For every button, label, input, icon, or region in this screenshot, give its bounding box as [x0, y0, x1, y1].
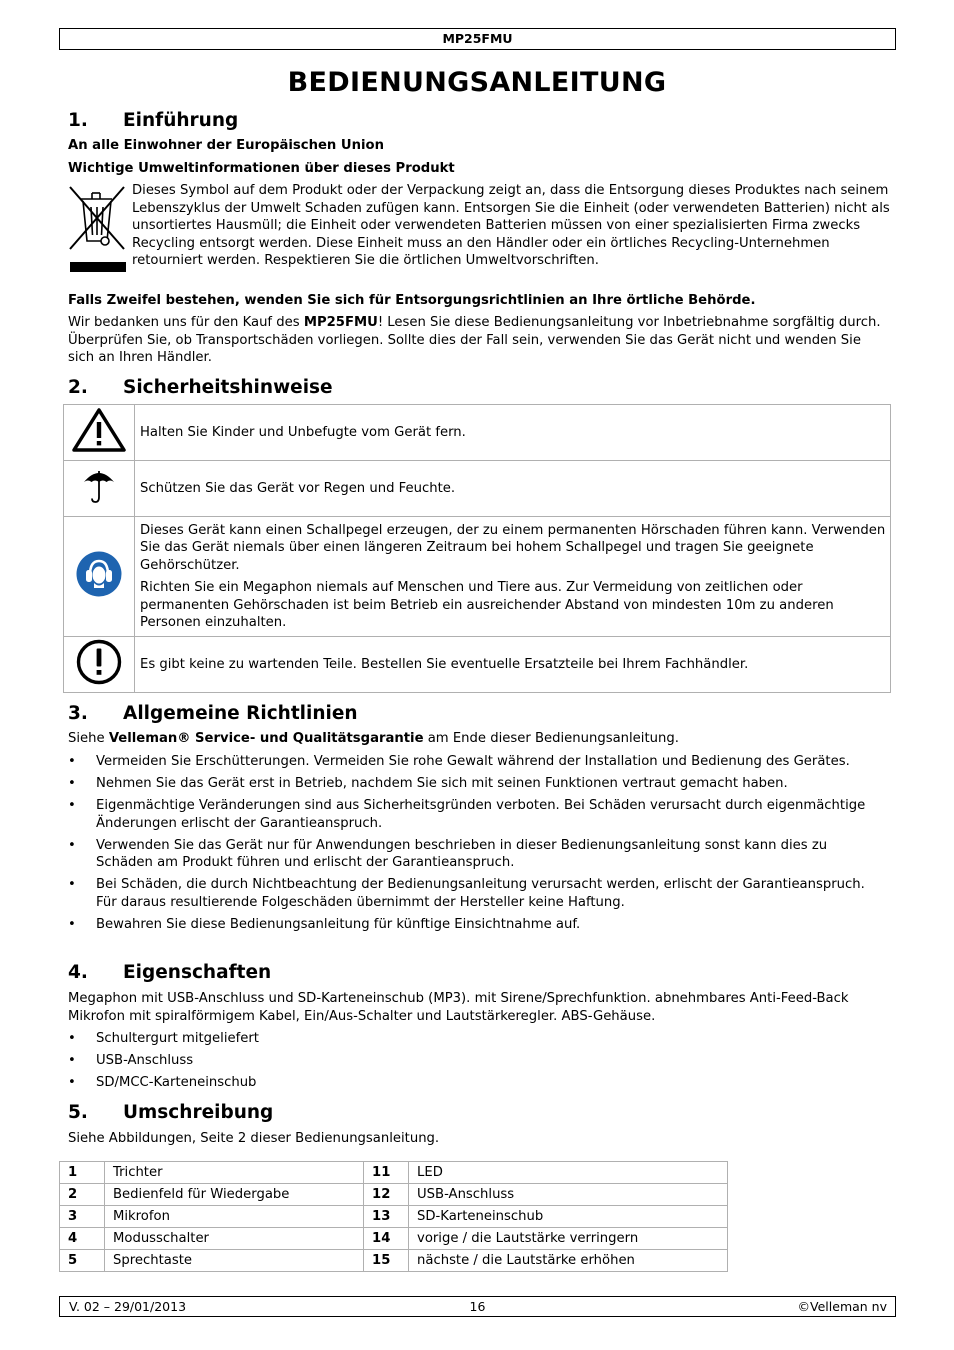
part-label: USB-Anschluss — [409, 1184, 728, 1206]
part-number: 5 — [60, 1250, 105, 1272]
weee-notice: Dieses Symbol auf dem Produkt oder der Verpackung zeigt an, dass die Entsorgung dieses Produktes nach seinem Lebenszyklus der Umwelt Schaden zufügen kann. Entsorgen Sie die Einheit (oder verwendeten Batterien) nicht als unsortiertes Hausmüll; die Einheit oder verwendeten Batterien müssen von einer spezialisierten Firma zwecks Recycling entsorgt werden. Diese Einheit muss an den Händler oder ein örtliches Recycling-Unternehmen retourniert werden. Respektieren Sie die örtlichen Umweltvorschriften. — [132, 183, 890, 268]
part-label: Mikrofon — [105, 1206, 364, 1228]
table-row — [60, 1162, 728, 1184]
table-row — [60, 1206, 728, 1228]
weee-crossed-bin-icon — [66, 183, 128, 273]
model-name: MP25FMU — [442, 31, 513, 46]
umbrella-icon — [64, 461, 135, 517]
table-row — [60, 1228, 728, 1250]
disposal-doubt-note: Falls Zweifel bestehen, wenden Sie sich für Entsorgungsrichtlinien an Ihre örtliche Behörde. — [68, 293, 756, 308]
safety-text: Es gibt keine zu wartenden Teile. Bestellen Sie eventuelle Ersatzteile bei Ihrem Fachhändler. — [135, 637, 891, 693]
description-intro: Siehe Abbildungen, Seite 2 dieser Bedienungsanleitung. — [68, 1131, 440, 1146]
list-item: • Schultergurt mitgeliefert — [68, 1030, 888, 1048]
section-3-heading: 3. Allgemeine Richtlinien — [68, 703, 358, 724]
safety-table — [63, 404, 891, 693]
warning-triangle-icon — [64, 405, 135, 461]
part-label: nächste / die Lautstärke erhöhen — [409, 1250, 728, 1272]
eu-residents-line: An alle Einwohner der Europäischen Union — [68, 138, 384, 153]
page-header — [59, 28, 896, 50]
section-2-heading: 2. Sicherheitshinweise — [68, 377, 333, 398]
safety-row — [64, 517, 891, 637]
part-label: LED — [409, 1162, 728, 1184]
features-intro: Megaphon mit USB-Anschluss und SD-Karteneinschub (MP3). mit Sirene/Sprechfunktion. abnehmbares Anti-Feed-Back Mikrofon mit spiralförmigem Kabel, Ein/Aus-Schalter und Lautstärkeregler. ABS-Gehäuse. — [68, 991, 849, 1024]
page-footer — [59, 1296, 896, 1317]
list-item: • Bei Schäden, die durch Nichtbeachtung der Bedienungsanleitung verursacht werden, erlischt der Garantieanspruch. Für daraus resultierende Folgeschäden übernimmt der Hersteller keine Haftung. — [68, 876, 888, 911]
section-5-heading: 5. Umschreibung — [68, 1102, 274, 1123]
product-model: MP25FMU — [303, 315, 378, 330]
part-label: SD-Karteneinschub — [409, 1206, 728, 1228]
part-label: Trichter — [105, 1162, 364, 1184]
part-number: 13 — [364, 1206, 409, 1228]
table-row — [60, 1250, 728, 1272]
safety-row — [64, 461, 891, 517]
safety-text: Schützen Sie das Gerät vor Regen und Feuchte. — [135, 461, 891, 517]
list-item: • Vermeiden Sie Erschütterungen. Vermeiden Sie rohe Gewalt während der Installation und Bedienung des Gerätes. — [68, 753, 888, 771]
part-number: 12 — [364, 1184, 409, 1206]
page-number: 16 — [469, 1299, 486, 1314]
guidelines-intro: Siehe Velleman® Service- und Qualitätsgarantie am Ende dieser Bedienungsanleitung. — [68, 731, 679, 746]
safety-row — [64, 405, 891, 461]
table-row — [60, 1184, 728, 1206]
safety-row — [64, 637, 891, 693]
environment-info-line: Wichtige Umweltinformationen über dieses Produkt — [68, 161, 455, 176]
part-label: Sprechtaste — [105, 1250, 364, 1272]
safety-text-cell — [135, 517, 891, 637]
part-number: 2 — [60, 1184, 105, 1206]
safety-text: Richten Sie ein Megaphon niemals auf Menschen und Tiere aus. Zur Vermeidung von zeitlichen oder permanenten Gehörschaden ist beim Betrieb ein ausreichender Abstand von mindesten 10m zu anderen Personen einzuhalten. — [140, 580, 834, 630]
safety-text: Dieses Gerät kann einen Schallpegel erzeugen, der zu einem permanenten Hörschaden führen kann. Verwenden Sie das Gerät niemals über einen längeren Zeitraum bei hohem Schallpegel und tragen Sie geeignete Gehörschützer. — [140, 522, 886, 573]
hearing-protection-icon — [64, 517, 135, 637]
list-item: • Verwenden Sie das Gerät nur für Anwendungen beschrieben in dieser Bedienungsanleitung sonst kann dies zu Schäden am Produkt führen und erlischt der Garantieanspruch. — [68, 837, 888, 872]
thanks-paragraph: Wir bedanken uns für den Kauf des MP25FMU! Lesen Sie diese Bedienungsanleitung vor Inbetriebnahme sorgfältig durch. Überprüfen Sie, ob Transportschäden vorliegen. Sollte dies der Fall sein, verwenden Sie das Gerät nicht und wenden Sie sich an Ihren Händler. — [68, 315, 881, 365]
part-label: vorige / die Lautstärke verringern — [409, 1228, 728, 1250]
list-item: • Nehmen Sie das Gerät erst in Betrieb, nachdem Sie sich mit seinen Funktionen vertraut gemacht haben. — [68, 775, 888, 793]
section-4-heading: 4. Eigenschaften — [68, 962, 272, 983]
exclamation-circle-icon — [64, 637, 135, 693]
section-1-heading: 1. Einführung — [68, 110, 239, 131]
page-title: BEDIENUNGSANLEITUNG — [287, 67, 667, 98]
part-number: 15 — [364, 1250, 409, 1272]
copyright: ©Velleman nv — [797, 1299, 887, 1314]
part-number: 11 — [364, 1162, 409, 1184]
part-number: 4 — [60, 1228, 105, 1250]
list-item: • Bewahren Sie diese Bedienungsanleitung für künftige Einsichtnahme auf. — [68, 916, 888, 934]
part-number: 1 — [60, 1162, 105, 1184]
list-item: • Eigenmächtige Veränderungen sind aus Sicherheitsgründen verboten. Bei Schäden verursacht durch eigenmächtige Änderungen erlischt der Garantieanspruch. — [68, 797, 888, 832]
part-label: Modusschalter — [105, 1228, 364, 1250]
list-item: • SD/MCC-Karteneinschub — [68, 1074, 888, 1092]
part-number: 3 — [60, 1206, 105, 1228]
part-label: Bedienfeld für Wiedergabe — [105, 1184, 364, 1206]
version-date: V. 02 – 29/01/2013 — [69, 1299, 187, 1314]
part-number: 14 — [364, 1228, 409, 1250]
guidelines-list — [68, 753, 888, 938]
parts-table — [59, 1161, 728, 1272]
list-item: • USB-Anschluss — [68, 1052, 888, 1070]
features-list — [68, 1030, 888, 1096]
safety-text: Halten Sie Kinder und Unbefugte vom Gerät fern. — [135, 405, 891, 461]
warranty-reference: Velleman® Service- und Qualitätsgarantie — [108, 731, 424, 746]
